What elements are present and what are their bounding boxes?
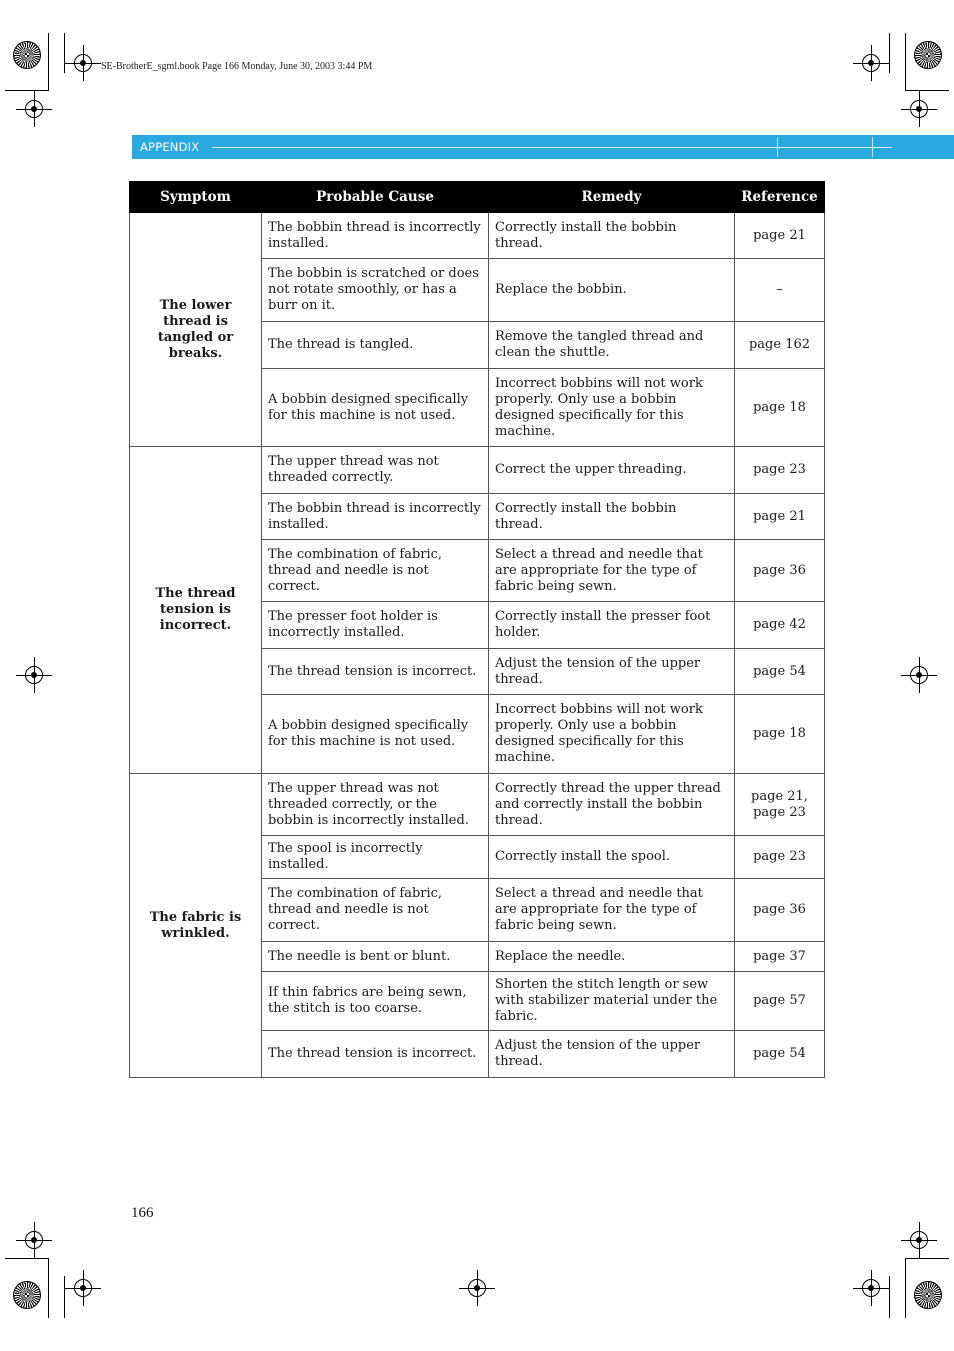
divider: [872, 137, 873, 157]
remedy-cell: Select a thread and needle that are appropriate for the type of fabric being sewn.: [489, 879, 735, 942]
reference-cell: page 54: [735, 1031, 825, 1078]
registration-crosshair-icon: [910, 666, 928, 684]
reference-cell: page 18: [735, 695, 825, 774]
reference-cell: page 42: [735, 602, 825, 649]
remedy-cell: Correctly install the bobbin thread.: [489, 494, 735, 540]
registration-crosshair-icon: [74, 1279, 92, 1297]
registration-sunburst-icon: [13, 1281, 41, 1309]
troubleshooting-table: [129, 181, 825, 1078]
page-number: 166: [131, 1205, 154, 1221]
cause-cell: The thread tension is incorrect.: [262, 649, 489, 695]
reference-cell: page 36: [735, 540, 825, 602]
registration-crosshair-icon: [468, 1279, 486, 1297]
cause-cell: The presser foot holder is incorrectly installed.: [262, 602, 489, 649]
registration-sunburst-icon: [914, 1281, 942, 1309]
cause-cell: The bobbin is scratched or does not rotate smoothly, or has a burr on it.: [262, 259, 489, 322]
reference-cell: page 23: [735, 447, 825, 494]
reference-cell: page 18: [735, 369, 825, 447]
remedy-cell: Incorrect bobbins will not work properly. Only use a bobbin designed specifically for this machine.: [489, 369, 735, 447]
cause-cell: If thin fabrics are being sewn, the stitch is too coarse.: [262, 972, 489, 1031]
symptom-cell: The fabric is wrinkled.: [130, 774, 262, 1078]
cause-cell: The upper thread was not threaded correctly.: [262, 447, 489, 494]
remedy-cell: Correct the upper threading.: [489, 447, 735, 494]
reference-cell: page 23: [735, 836, 825, 879]
cause-cell: A bobbin designed specifically for this machine is not used.: [262, 369, 489, 447]
registration-sunburst-icon: [13, 41, 41, 69]
cause-cell: A bobbin designed specifically for this machine is not used.: [262, 695, 489, 774]
section-label: APPENDIX: [140, 140, 200, 154]
registration-crosshair-icon: [910, 100, 928, 118]
registration-crosshair-icon: [910, 1231, 928, 1249]
column-header-reference: Reference: [735, 182, 825, 213]
registration-crosshair-icon: [862, 1279, 880, 1297]
remedy-cell: Incorrect bobbins will not work properly. Only use a bobbin designed specifically for this machine.: [489, 695, 735, 774]
reference-cell: –: [735, 259, 825, 322]
reference-cell: page 54: [735, 649, 825, 695]
print-header: SE-BrotherE_sgml.book Page 166 Monday, June 30, 2003 3:44 PM: [101, 61, 373, 72]
table-row: [130, 447, 825, 494]
remedy-cell: Adjust the tension of the upper thread.: [489, 1031, 735, 1078]
column-header-remedy: Remedy: [489, 182, 735, 213]
registration-crosshair-icon: [25, 666, 43, 684]
reference-cell: page 21, page 23: [735, 774, 825, 836]
divider: [777, 137, 778, 157]
remedy-cell: Select a thread and needle that are appropriate for the type of fabric being sewn.: [489, 540, 735, 602]
table-row: [130, 213, 825, 259]
table-row: [130, 774, 825, 836]
cause-cell: The spool is incorrectly installed.: [262, 836, 489, 879]
remedy-cell: Shorten the stitch length or sew with stabilizer material under the fabric.: [489, 972, 735, 1031]
registration-crosshair-icon: [862, 54, 880, 72]
remedy-cell: Adjust the tension of the upper thread.: [489, 649, 735, 695]
reference-cell: page 21: [735, 494, 825, 540]
table-header-row: [130, 182, 825, 213]
cause-cell: The bobbin thread is incorrectly installed.: [262, 494, 489, 540]
remedy-cell: Replace the bobbin.: [489, 259, 735, 322]
column-header-symptom: Symptom: [130, 182, 262, 213]
section-bar: [132, 135, 954, 159]
registration-crosshair-icon: [74, 54, 92, 72]
remedy-cell: Correctly thread the upper thread and correctly install the bobbin thread.: [489, 774, 735, 836]
symptom-cell: The thread tension is incorrect.: [130, 447, 262, 774]
cause-cell: The upper thread was not threaded correctly, or the bobbin is incorrectly installed.: [262, 774, 489, 836]
remedy-cell: Remove the tangled thread and clean the shuttle.: [489, 322, 735, 369]
reference-cell: page 21: [735, 213, 825, 259]
reference-cell: page 36: [735, 879, 825, 942]
remedy-cell: Replace the needle.: [489, 942, 735, 972]
cause-cell: The bobbin thread is incorrectly installed.: [262, 213, 489, 259]
cause-cell: The combination of fabric, thread and needle is not correct.: [262, 540, 489, 602]
cause-cell: The thread tension is incorrect.: [262, 1031, 489, 1078]
remedy-cell: Correctly install the presser foot holder.: [489, 602, 735, 649]
reference-cell: page 37: [735, 942, 825, 972]
registration-sunburst-icon: [914, 41, 942, 69]
divider: [212, 147, 892, 148]
cause-cell: The combination of fabric, thread and needle is not correct.: [262, 879, 489, 942]
symptom-cell: The lower thread is tangled or breaks.: [130, 213, 262, 447]
registration-crosshair-icon: [25, 1231, 43, 1249]
reference-cell: page 162: [735, 322, 825, 369]
reference-cell: page 57: [735, 972, 825, 1031]
cause-cell: The needle is bent or blunt.: [262, 942, 489, 972]
remedy-cell: Correctly install the spool.: [489, 836, 735, 879]
remedy-cell: Correctly install the bobbin thread.: [489, 213, 735, 259]
cause-cell: The thread is tangled.: [262, 322, 489, 369]
column-header-cause: Probable Cause: [262, 182, 489, 213]
registration-crosshair-icon: [25, 100, 43, 118]
